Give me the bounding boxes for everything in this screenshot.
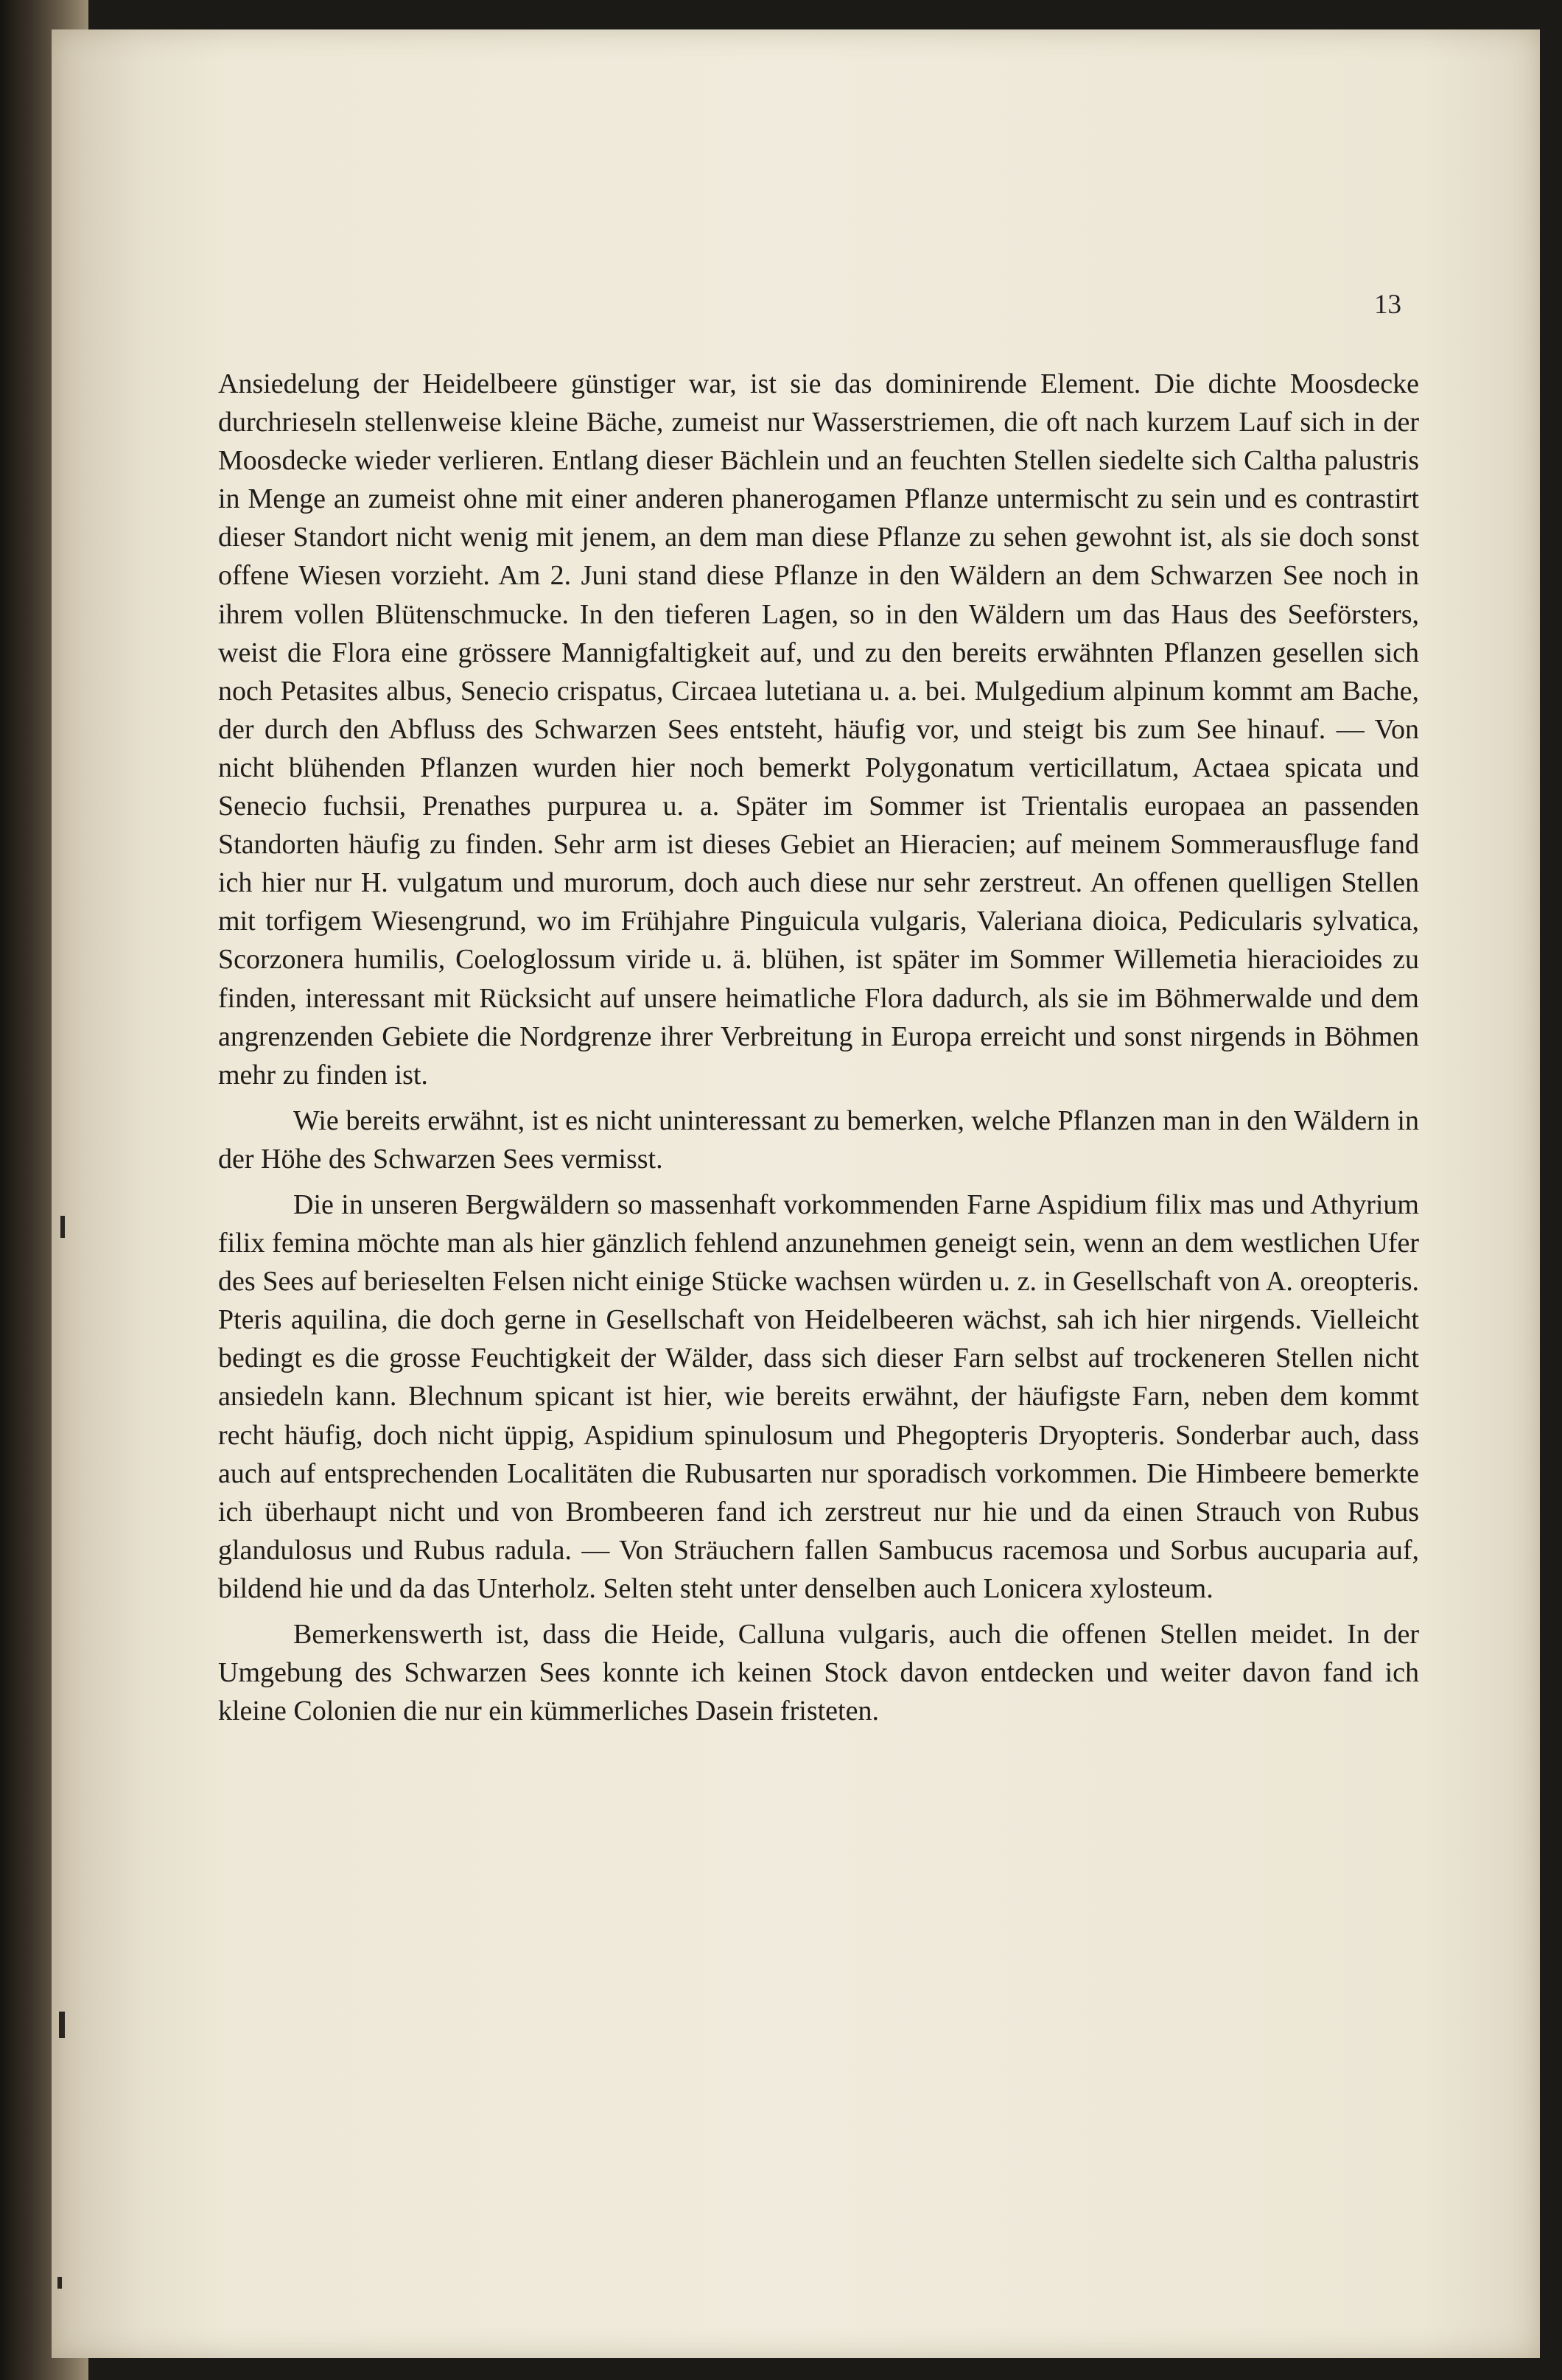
margin-ink-mark [57, 2277, 62, 2289]
page-number: 13 [1374, 290, 1401, 320]
paragraph-farne: Die in unseren Bergwäldern so massenhaft vorkommenden Farne Aspidium filix mas und Athyrium filix femina möchte man als hier gänzlich fehlend anzunehmen geneigt sein, wenn an dem westlichen Ufer des Sees auf berieselten Felsen nicht einige Stücke wachsen würden u. z. in Gesellschaft von A. oreopteris. Pteris aquilina, die doch gerne in Gesellschaft von Heidelbeeren wächst, sah ich hier nirgends. Vielleicht bedingt es die grosse Feuchtigkeit der Wälder, dass sich dieser Farn selbst auf trockeneren Stellen nicht ansiedeln kann. Blechnum spicant ist hier, wie bereits erwähnt, der häufigste Farn, neben dem kommt recht häufig, doch nicht üppig, Aspidium spinulosum und Phegopteris Dryopteris. Sonderbar auch, dass auch auf entsprechenden Localitäten die Rubusarten nur sporadisch vorkommen. Die Himbeere bemerkte ich überhaupt nicht und von Brombeeren fand ich zerstreut nur hie und da einen Strauch von Rubus glandulosus und Rubus radula. — Von Sträuchern fallen Sambucus racemosa und Sorbus aucuparia auf, bildend hie und da das Unterholz. Selten steht unter denselben auch Lonicera xylosteum. [218, 1189, 1419, 1604]
paragraph-heidelbeere: Ansiedelung der Heidelbeere günstiger war, ist sie das dominirende Element. Die dichte Moosdecke durchrieseln stellenweise kleine Bäche, zumeist nur Wasserstriemen, die oft nach kurzem Lauf sich in der Moosdecke wieder verlieren. Entlang dieser Bächlein und an feuchten Stellen siedelte sich Caltha palustris in Menge an zumeist ohne mit einer anderen phanerogamen Pflanze untermischt zu sein und es contrastirt dieser Standort nicht wenig mit jenem, an dem man diese Pflanze zu sehen gewohnt ist, als sie doch sonst offene Wiesen vorzieht. Am 2. Juni stand diese Pflanze in den Wäldern an dem Schwarzen See noch in ihrem vollen Blütenschmucke. In den tieferen Lagen, so in den Wäldern um das Haus des Seeförsters, weist die Flora eine grössere Mannigfaltigkeit auf, und zu den bereits erwähnten Pflanzen gesellen sich noch Petasites albus, Senecio crispatus, Circaea lutetiana u. a. bei. Mulgedium alpinum kommt am Bache, der durch den Abfluss des Schwarzen Sees entsteht, häufig vor, und steigt bis zum See hinauf. — Von nicht blühenden Pflanzen wurden hier noch bemerkt Polygonatum verticillatum, Actaea spicata und Senecio fuchsii, Prenathes purpurea u. a. Später im Sommer ist Trientalis europaea an passenden Standorten häufig zu finden. Sehr arm ist dieses Gebiet an Hieracien; auf meinem Sommerausfluge fand ich hier nur H. vulgatum und murorum, doch auch diese nur sehr zerstreut. An offenen quelligen Stellen mit torfigem Wiesengrund, wo im Frühjahre Pinguicula vulgaris, Valeriana dioica, Pedicularis sylvatica, Scorzonera humilis, Coeloglossum viride u. ä. blühen, ist später im Sommer Willemetia hieracioides zu finden, interessant mit Rücksicht auf unsere heimatliche Flora dadurch, als sie im Böhmerwalde und dem angrenzenden Gebiete die Nordgrenze ihrer Verbreitung in Europa erreicht und sonst nirgends in Böhmen mehr zu finden ist. [218, 368, 1419, 1091]
paragraph-calluna: Bemerkenswerth ist, dass die Heide, Calluna vulgaris, auch die offenen Stellen meidet. In der Umgebung des Schwarzen Sees konnte ich keinen Stock davon entdecken und weiter davon fand ich kleine Colonien die nur ein kümmerliches Dasein fristeten. [218, 1619, 1419, 1727]
margin-ink-mark [60, 1216, 65, 1238]
margin-ink-mark [59, 2012, 65, 2038]
paragraph-pflanzen-vermisst: Wie bereits erwähnt, ist es nicht uninteressant zu bemerken, welche Pflanzen man in den Wäldern in der Höhe des Schwarzen Sees vermisst. [218, 1105, 1419, 1175]
page-sheet [52, 29, 1540, 2358]
body-text [218, 365, 1419, 1730]
